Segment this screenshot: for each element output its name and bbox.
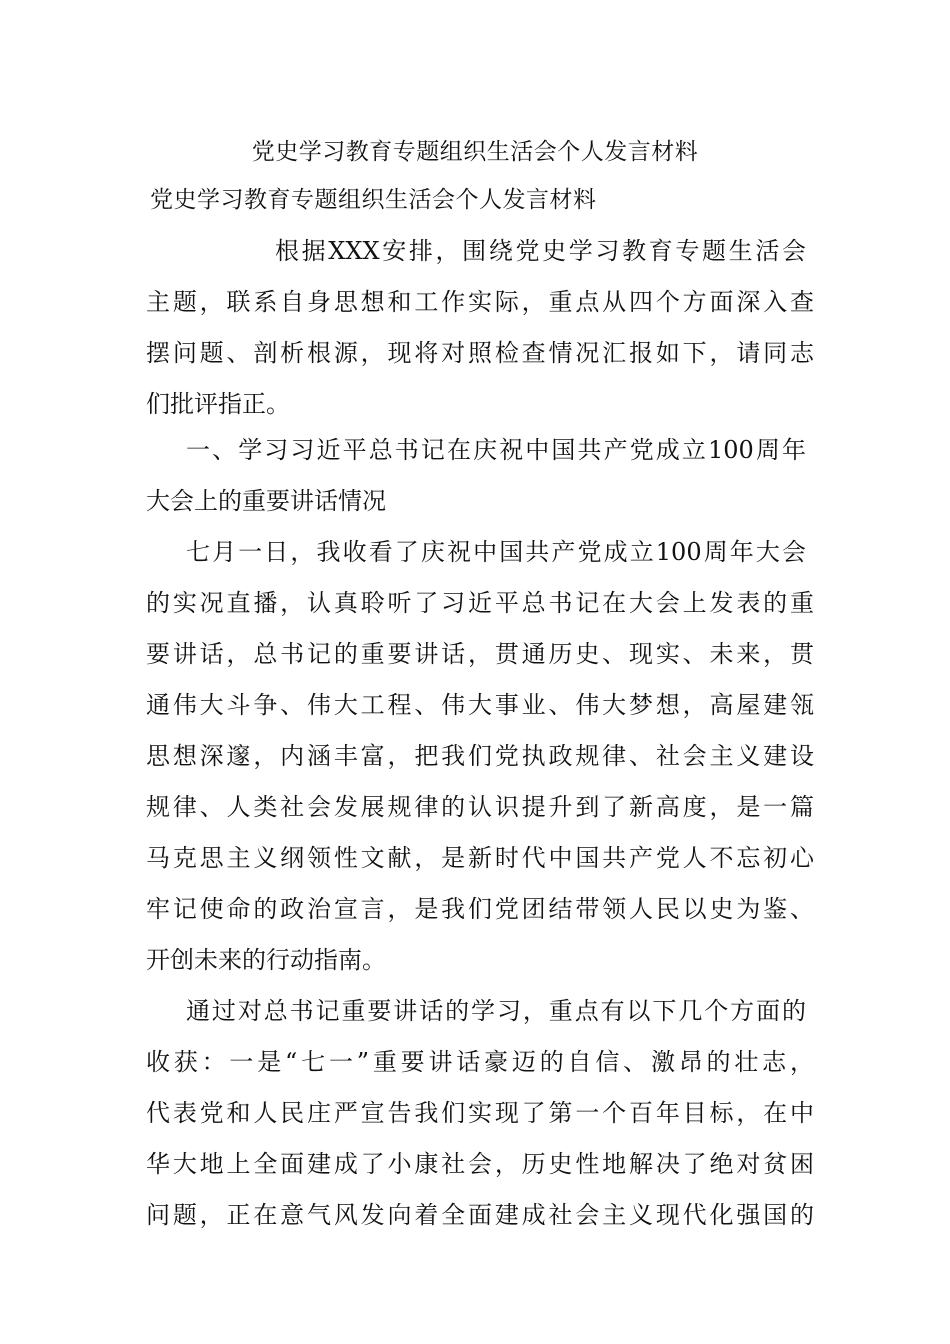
paragraph-line: 规律、人类社会发展规律的认识提升到了新高度，是一篇 <box>146 793 814 821</box>
paragraph-line: 们批评指正。 <box>146 390 290 418</box>
paragraph-line: 收获：一是“七一”重要讲话豪迈的自信、激昂的壮志， <box>146 1048 814 1076</box>
paragraph-line: 问题，正在意气风发向着全面建成社会主义现代化强国的 <box>146 1201 814 1229</box>
paragraph-line: 根据XXX安排，围绕党史学习教育专题生活会 <box>275 237 806 265</box>
paragraph-line: 摆问题、剖析根源，现将对照检查情况汇报如下，请同志 <box>146 339 814 367</box>
paragraph-line: 牢记使命的政治宣言，是我们党团结带领人民以史为鉴、 <box>146 895 814 923</box>
paragraph-line: 开创未来的行动指南。 <box>146 946 386 974</box>
paragraph-line: 思想深邃，内涵丰富，把我们党执政规律、社会主义建设 <box>146 742 814 770</box>
paragraph-line: 通伟大斗争、伟大工程、伟大事业、伟大梦想，高屋建瓴 <box>146 691 814 719</box>
paragraph-line: 代表党和人民庄严宣告我们实现了第一个百年目标，在中 <box>146 1099 814 1127</box>
document-title: 党史学习教育专题组织生活会个人发言材料 <box>251 139 699 165</box>
paragraph-line: 的实况直播，认真聆听了习近平总书记在大会上发表的重 <box>146 589 814 617</box>
paragraph-line: 马克思主义纲领性文献，是新时代中国共产党人不忘初心 <box>146 844 814 872</box>
section-heading-line: 一、学习习近平总书记在庆祝中国共产党成立100周年 <box>186 436 806 464</box>
document-subtitle: 党史学习教育专题组织生活会个人发言材料 <box>150 187 597 213</box>
paragraph-line: 通过对总书记重要讲话的学习，重点有以下几个方面的 <box>186 997 806 1025</box>
section-heading-line: 大会上的重要讲话情况 <box>146 487 386 515</box>
paragraph-line: 华大地上全面建成了小康社会，历史性地解决了绝对贫困 <box>146 1150 814 1178</box>
paragraph-line: 七月一日，我收看了庆祝中国共产党成立100周年大会 <box>186 538 806 566</box>
paragraph-line: 要讲话，总书记的重要讲话，贯通历史、现实、未来，贯 <box>146 640 814 668</box>
paragraph-line: 主题，联系自身思想和工作实际，重点从四个方面深入查 <box>146 288 814 316</box>
